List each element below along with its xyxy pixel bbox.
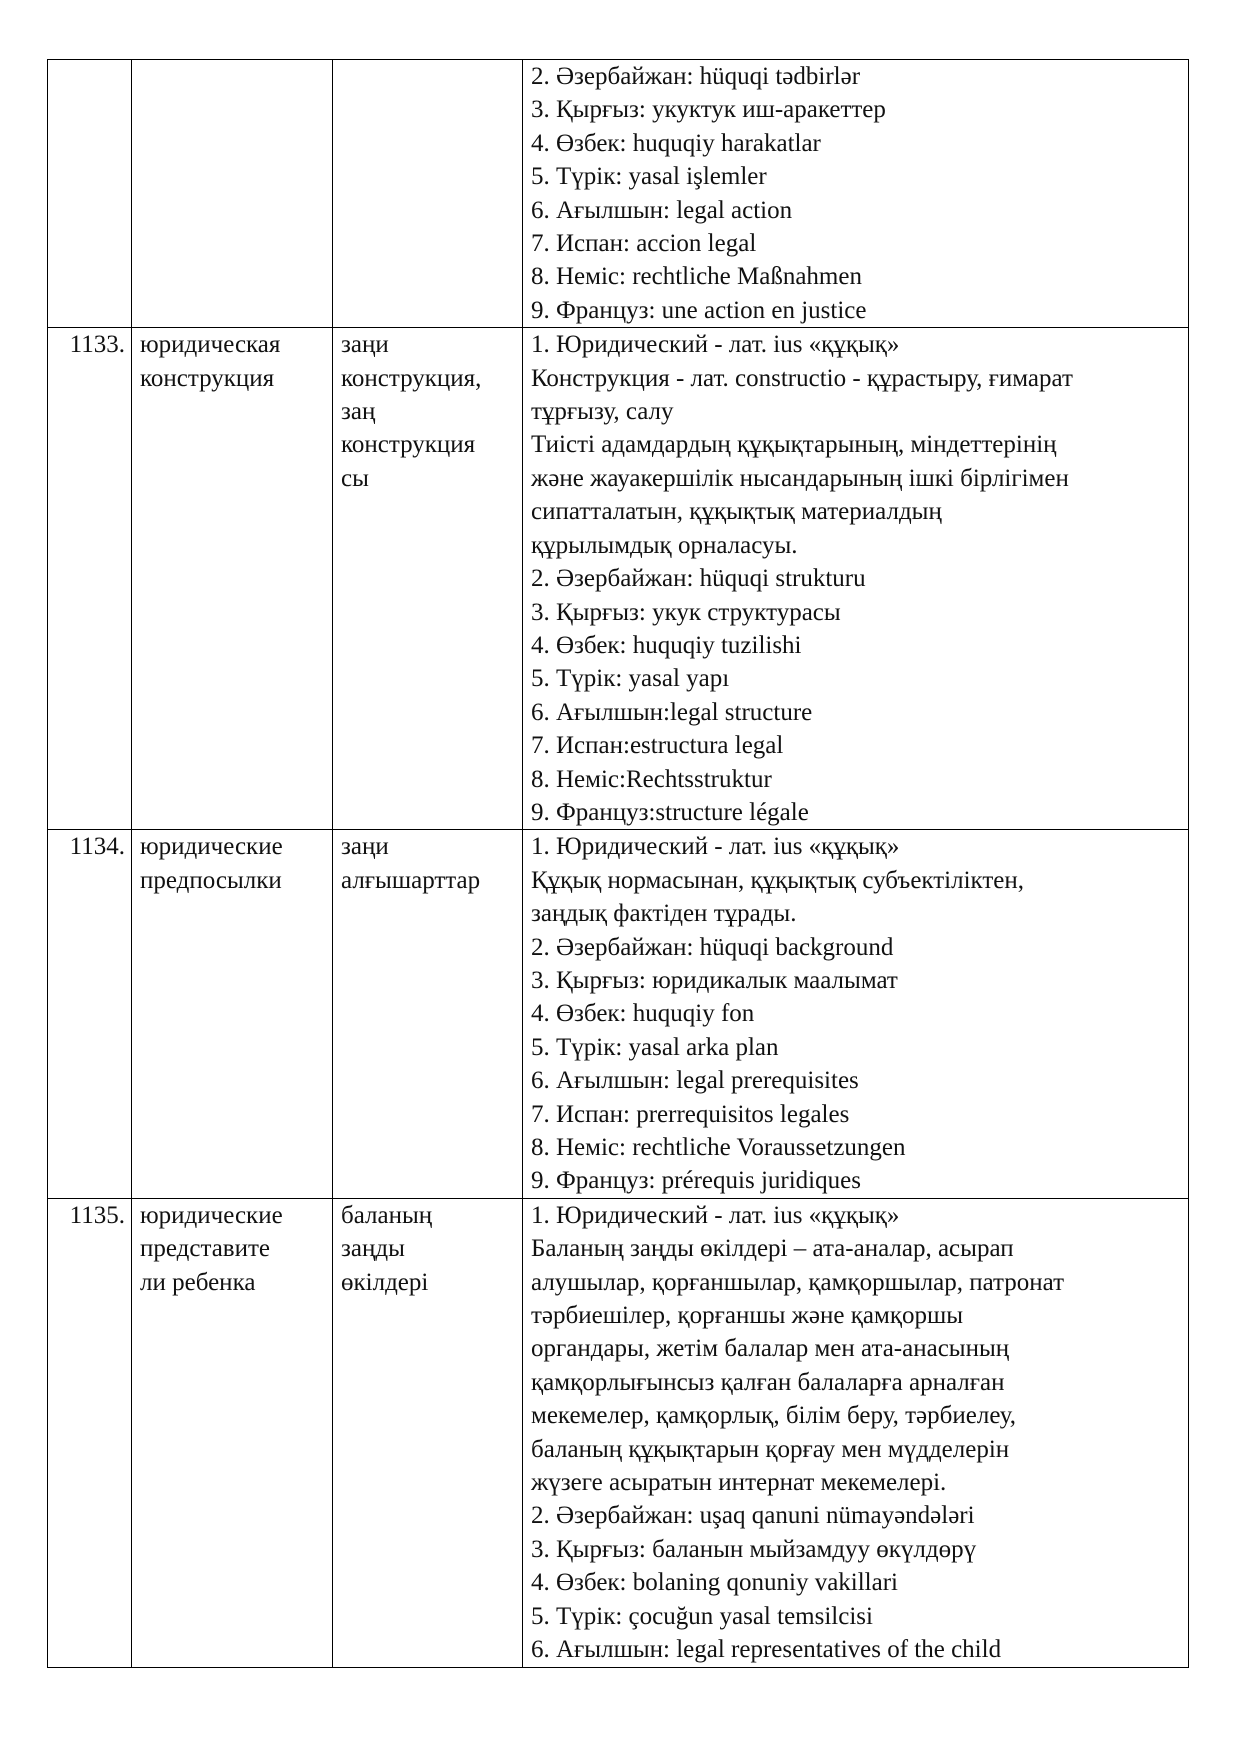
table-row — [48, 1198, 1189, 1667]
definition-line: 9. Француз: prérequis juridiques — [531, 1167, 861, 1195]
terms-table — [47, 59, 1189, 1668]
terms-table-body — [48, 60, 1189, 1668]
kazakh-term-line: конструкция — [341, 431, 476, 459]
entry-number — [48, 60, 132, 328]
entry-number: 1134. — [48, 830, 132, 1198]
russian-term-line: конструкция — [140, 364, 275, 392]
definition-cell — [523, 60, 1189, 328]
definition-line: 6. Ағылшын:legal structure — [531, 698, 813, 726]
definition-line: 8. Неміс: rechtliche Voraussetzungen — [531, 1134, 906, 1161]
table-row — [48, 328, 1189, 830]
definition-line: 5. Түрік: yasal işlemler — [531, 163, 767, 191]
russian-term-line: юридическая — [140, 331, 281, 359]
kazakh-term-line: заңи — [341, 331, 389, 359]
definition-line: 6. Ағылшын: legal representatives of the child — [531, 1636, 1002, 1664]
definition-line: 3. Қырғыз: баланын мыйзамдуу өкүлдөрү — [531, 1535, 977, 1563]
definition-line: баланың құқықтарын қорғау мен мүдделерін — [531, 1435, 1010, 1463]
definition-line: мекемелер, қамқорлық, білім беру, тәрбиелеу, — [531, 1402, 1017, 1430]
definition-line: 8. Неміс: rechtliche Maßnahmen — [531, 263, 862, 291]
definition-line: 3. Қырғыз: укуктук иш-аракеттер — [531, 96, 886, 124]
definition-line: 7. Испан:estructura legal — [531, 732, 784, 760]
kazakh-term-line: сы — [341, 464, 369, 492]
definition-line: жүзеге асыратын интернат мекемелері. — [531, 1469, 947, 1497]
definition-line: сипатталатын, құқықтық материалдың — [531, 498, 942, 526]
definition-line: 6. Ағылшын: legal action — [531, 196, 793, 224]
entry-number: 1135. — [48, 1198, 132, 1667]
table-row — [48, 60, 1189, 328]
russian-term-cell — [132, 60, 333, 328]
definition-line: 2. Әзербайжан: hüquqi tədbirlər — [531, 63, 861, 90]
definition-line: тұрғызу, салу — [531, 398, 674, 426]
definition-line: 4. Өзбек: huquqiy fon — [531, 1000, 755, 1028]
definition-line: 4. Өзбек: huquqiy harakatlar — [531, 129, 821, 157]
russian-term-line: представите — [140, 1235, 270, 1263]
kazakh-term-cell — [333, 830, 523, 1198]
definition-line: Тиісті адамдардың құқықтарының, міндеттерінің — [531, 431, 1057, 459]
definition-line: 1. Юридический - лат. ius «құқық» — [531, 833, 900, 861]
definition-line: және жауакершілік нысандарының ішкі бірлігімен — [531, 464, 1069, 492]
definition-line: 2. Әзербайжан: uşaq qanuni nümayəndələri — [531, 1502, 975, 1530]
definition-line: 3. Қырғыз: юридикалык маалымат — [531, 966, 898, 994]
definition-line: 8. Неміс:Rechtsstruktur — [531, 765, 772, 793]
definition-line: алушылар, қорғаншылар, қамқоршылар, патронат — [531, 1268, 1065, 1296]
kazakh-term-cell — [333, 328, 523, 830]
entry-number: 1133. — [48, 328, 132, 830]
definition-line: 4. Өзбек: bolaning qonuniy vakillari — [531, 1569, 898, 1597]
russian-term-line: предпосылки — [140, 866, 282, 894]
russian-term-line: юридические — [140, 1201, 283, 1229]
definition-line: Конструкция - лат. constructio - құрастыру, ғимарат — [531, 364, 1073, 392]
definition-line: 2. Әзербайжан: hüquqi background — [531, 933, 894, 961]
definition-line: Баланың заңды өкілдері – ата-аналар, асырап — [531, 1235, 1014, 1263]
kazakh-term-line: алғышарттар — [341, 866, 481, 894]
russian-term-cell — [132, 328, 333, 830]
russian-term-cell — [132, 830, 333, 1198]
definition-cell — [523, 328, 1189, 830]
russian-term-cell — [132, 1198, 333, 1667]
definition-line: 3. Қырғыз: укук структурасы — [531, 598, 841, 626]
kazakh-term-line: конструкция, — [341, 364, 482, 392]
kazakh-term-line: өкілдері — [341, 1268, 429, 1296]
definition-line: құрылымдық орналасуы. — [531, 531, 798, 559]
definition-line: Құқық нормасынан, құқықтық субъектіліктен, — [531, 866, 1024, 894]
kazakh-term-cell — [333, 1198, 523, 1667]
definition-line: 9. Француз: une action en justice — [531, 296, 867, 324]
kazakh-term-line: заңды — [341, 1235, 405, 1263]
definition-line: 6. Ағылшын: legal prerequisites — [531, 1067, 859, 1095]
definition-cell — [523, 1198, 1189, 1667]
russian-term-line: юридические — [140, 833, 283, 861]
table-row — [48, 830, 1189, 1198]
definition-line: органдары, жетім балалар мен ата-анасының — [531, 1335, 1010, 1363]
kazakh-term-cell — [333, 60, 523, 328]
kazakh-term-line: заңи — [341, 833, 389, 861]
definition-line: заңдық фактіден тұрады. — [531, 900, 797, 928]
russian-term-line: ли ребенка — [140, 1268, 256, 1296]
definition-line: 4. Өзбек: huquqiy tuzilishi — [531, 631, 802, 659]
definition-line: 7. Испан: prerrequisitos legales — [531, 1100, 850, 1128]
definition-line: қамқорлығынсыз қалған балаларға арналған — [531, 1368, 1005, 1396]
definition-line: 9. Француз:structure légale — [531, 798, 809, 826]
definition-line: 2. Әзербайжан: hüquqi strukturu — [531, 565, 866, 593]
definition-line: 5. Түрік: yasal arka plan — [531, 1033, 779, 1061]
definition-line: 1. Юридический - лат. ius «құқық» — [531, 331, 900, 359]
definition-line: тәрбиешілер, қорғаншы және қамқоршы — [531, 1302, 964, 1330]
definition-line: 5. Түрік: yasal yapı — [531, 665, 730, 693]
definition-cell — [523, 830, 1189, 1198]
kazakh-term-line: баланың — [341, 1201, 433, 1229]
definition-line: 1. Юридический - лат. ius «құқық» — [531, 1201, 900, 1229]
kazakh-term-line: заң — [341, 398, 376, 426]
definition-line: 5. Түрік: çocuğun yasal temsilcisi — [531, 1602, 873, 1630]
definition-line: 7. Испан: accion legal — [531, 230, 757, 258]
